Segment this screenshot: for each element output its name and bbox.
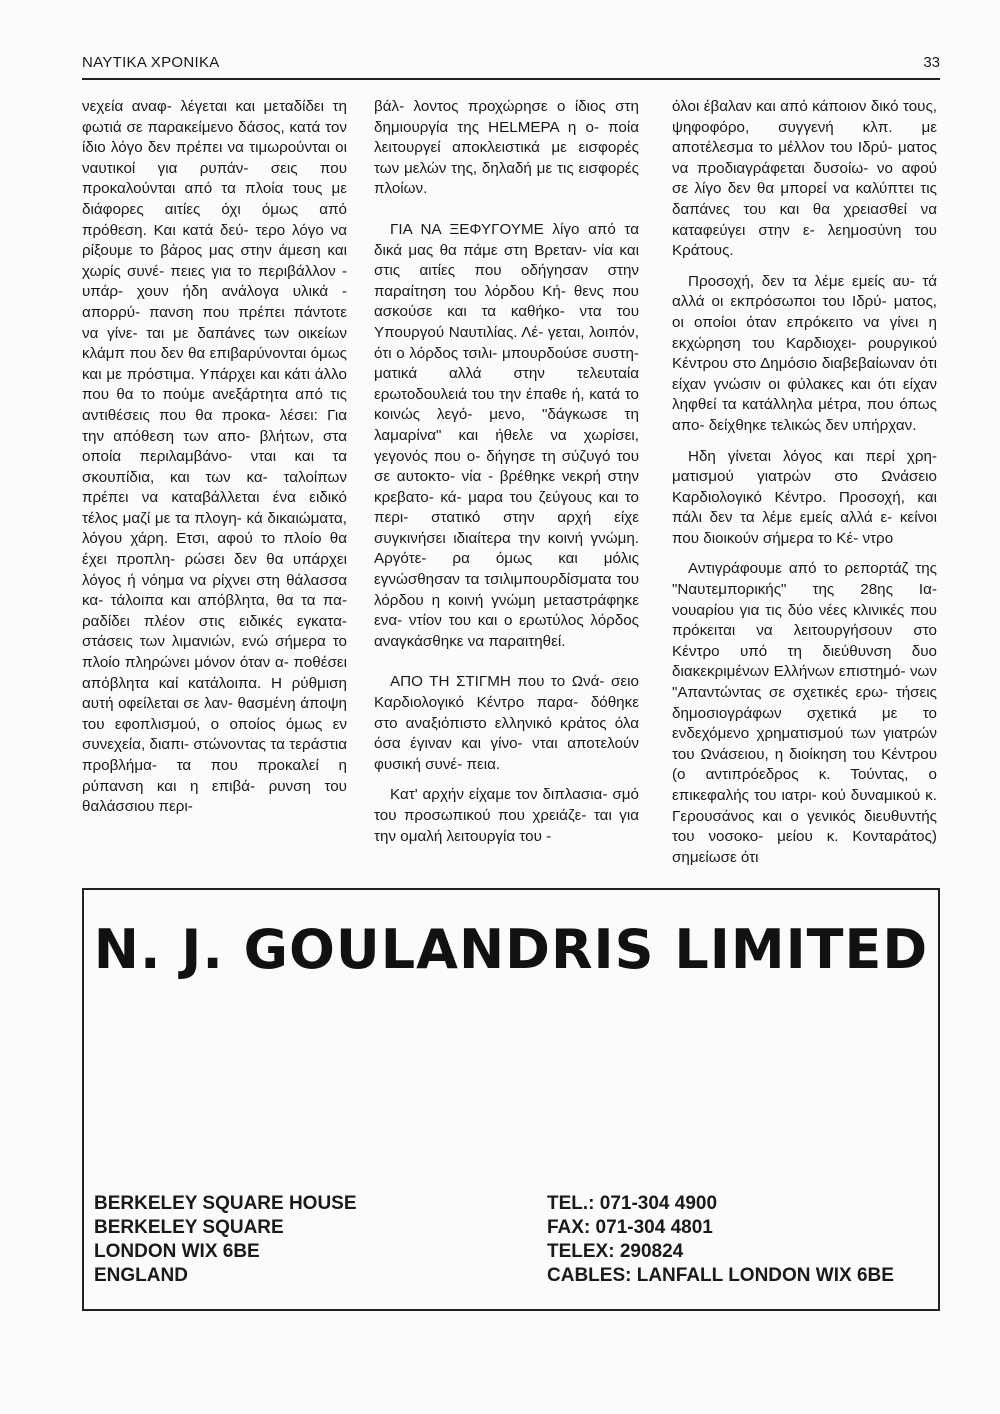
contact-line: TEL.: 071-304 4900 <box>547 1193 718 1214</box>
page-header <box>82 52 940 80</box>
advertisement <box>82 888 940 1311</box>
paragraph: νεχεία αναφ- λέγεται και μεταδίδει τη φωτιά σε παρακείμενο δάσος, κατά τον ίδιο λόγο δεν πρέπει να τιμωρούνται οι ναυτικοί για ρυπάν- σεις που προκαλούνται από τα πλοία τους με διάφορες αιτίες όχι όμως από πρόθεση. Και κατά δεύ- τερο λόγο να ρίξουμε το βάρος μας στην άμεση και χωρίς συνέ- πειες για το περιβάλλον - υπάρ- χουν ήδη ανάλογα υλικά - απορρύ- πανση που πρέπει πάντοτε να γίνε- ται με δαπάνες των οικείων κλάμπ που δεν θα επιβαρύνονται όμως και με πρόστιμα. Υπάρχει και κάτι άλλο που θα το πούμε ανεξάρτητα από τις αντιθέσεις που θα προκα- λέσει: Για την απόθεση των απο- βλήτων, στα οποία περιλαμβάνο- νται και τα σκουπίδια, και των κα- ταλοίπων πρέπει να καταβάλλεται ένα ειδικό τέλος μαζί με τα πλογη- κά δικαιώματα, λόγου χάρη. Ετσι, αφού το πλοίο θα έχει προπλη- ρώσει δεν θα υπάρχει λόγος ή νόημα να ρίχνει στη θάλασσα κα- τάλοιπα και απόβλητα, θα τα πα- ραδίδει πλέον στις ειδικές εγκατα- στάσεις των λιμανιών, ενώ σήμερα το πλοίο πληρώνει μόνον όταν α- ποθέσει απόβλητα καί κατάλοιπα. Η ρύθμιση αυτή οφείλεται σε λαν- θασμένη άποψη του εφοπλισμού, ο οποίος όμως εν συνεχεία, διαπι- στώνοντας τα τεράστια προβλήμα- τα που προκαλεί η ρύπανση και η επιβά- ρυνση του θαλάσσιου περι- <box>82 98 347 816</box>
paragraph: Ηδη γίνεται λόγος και περί χρη- ματισμού γιατρών στο Ωνάσειο Καρδιολογικό Κέντρο. Προσοχή, και πάλι δεν τα λέμε εμείς αλλά ε- κείνοι που διοικούν σήμερα το Κέ- ντρο <box>672 447 937 547</box>
address-line: LONDON WIX 6BE <box>94 1241 260 1262</box>
article-column-3 <box>672 97 937 878</box>
address-line: BERKELEY SQUARE HOUSE <box>94 1193 357 1214</box>
address-line: ENGLAND <box>94 1265 188 1286</box>
contact-line: TELEX: 290824 <box>547 1241 684 1262</box>
paragraph: Κατ' αρχήν είχαμε τον διπλασια- σμό του προσωπικού που χρειάζε- ται για την ομαλή λειτουργία του - <box>374 786 639 845</box>
article-column-1 <box>82 97 347 828</box>
company-contact <box>547 1192 894 1288</box>
paragraph: βάλ- λοντος προχώρησε ο ίδιος στη δημιουργία της HELMEPA η ο- ποία λειτουργεί αποκλειστικά με εισφορές των μελών της, δηλαδή με τις εισφορές πλοίων. <box>374 98 639 198</box>
company-name: N. J. GOULANDRIS LIMITED <box>93 918 929 981</box>
article-column-2 <box>374 97 639 857</box>
contact-line: CABLES: LANFALL LONDON WIX 6BE <box>547 1265 894 1286</box>
page-number: 33 <box>923 54 940 71</box>
company-address <box>94 1192 357 1288</box>
magazine-name: ΝΑΥΤΙΚΑ ΧΡΟΝΙΚΑ <box>82 54 220 71</box>
contact-line: FAX: 071-304 4801 <box>547 1217 713 1238</box>
paragraph: Προσοχή, δεν τα λέμε εμείς αυ- τά αλλά οι εκπρόσωποι του Ιδρύ- ματος, οι οποίοι όταν επρόκειτο να γίνει η εκχώρηση του Καρδιοχει- ρουργικού Κέντρου στο Δημόσιο διαβεβαίωναν ότι είχαν γνώσιν οι φύλακες και ότι είχαν ληφθεί τα κατάλληλα μέτρα, που όπως απο- δείχθηκε τελικώς δεν υπήρχαν. <box>672 272 937 434</box>
paragraph: ΓΙΑ ΝΑ ΞΕΦΥΓΟΥΜΕ λίγο από τα δικά μας θα πάμε στη Βρεταν- νία και στις αιτίες που οδήγησαν στην παραίτηση του λόρδου Κή- θενς που ασκούσε και τα καθήκο- ντα του Υπουργού Ναυτιλίας. Λέ- γεται, λοιπόν, ότι ο λόρδος τσιλι- μπουρδούσε συστη- ματικά αλλά στην τελευταία ερωτοδουλειά του την έπαθε ή, κατά το κοινώς λεγό- μενο, "δάγκωσε τη λαμαρίνα" και ήθελε να χωρίσει, γεγονός που ο- δήγησε τη σύζυγό του σε αυτοκτο- νία - βρέθηκε νεκρή στην κρεβατο- κά- μαρα του ζεύγους και το περι- στατικό στην αρχή είχε συγκινήσει ιδιαίτερα την κοινή γνώμη. Αργότε- ρα όμως και μόλις εγνώσθησαν τα τσιλιμπουρδίσματα του λόρδου η κοινή γνώμη μεταστράφηκε ενα- ντίον του και ο ερωτύλος λόρδος αναγκάσθηκε να παραιτηθεί. <box>374 220 639 650</box>
address-line: BERKELEY SQUARE <box>94 1217 284 1238</box>
paragraph: όλοι έβαλαν και από κάποιον δικό τους, ψηφοφόρο, συγγενή κλπ. με αποτέλεσμα το μέλλον του Ιδρύ- ματος να προδιαγράφεται δυσοίω- νο αφού σε λίγο δεν θα μπορεί να καλύπτει τις δαπάνες του και θα χρειασθεί να καταφεύγει στην ε- λεημοσύνη του Κράτους. <box>672 98 937 260</box>
paragraph: ΑΠΟ ΤΗ ΣΤΙΓΜΗ που το Ωνά- σειο Καρδιολογικό Κέντρο παρα- δόθηκε στο αναξιόπιστο ελληνικό κράτος όλα όσα έγιναν και γίνο- νται αποτελούν φυσική συνέ- πεια. <box>374 673 639 773</box>
paragraph: Αντιγράφουμε από το ρεπορτάζ της "Ναυτεμπορικής" της 28ης Ια- νουαρίου για τις δύο νέες κλινικές που πρόκειται να λειτουργήσουν στο Κέντρο υπό τη διεύθυνση δυο διακεκριμένων Ελλήνων επιστημό- νων "Απαντώντας σε σχετικές ερω- τήσεις δημοσιογράφων σχετικά με το ενδεχόμενο χρηματισμού των γιατρών του Ωνάσειου, η διοίκηση του Κέντρου (ο αντιπρόεδρος κ. Τούντας, ο επικεφαλής του ιατρι- κού δυναμικού κ. Γερουσάνος και ο γενικός διευθυντής του νοσοκο- μείου κ. Κονταράτος) σημείωσε ότι <box>672 560 937 866</box>
